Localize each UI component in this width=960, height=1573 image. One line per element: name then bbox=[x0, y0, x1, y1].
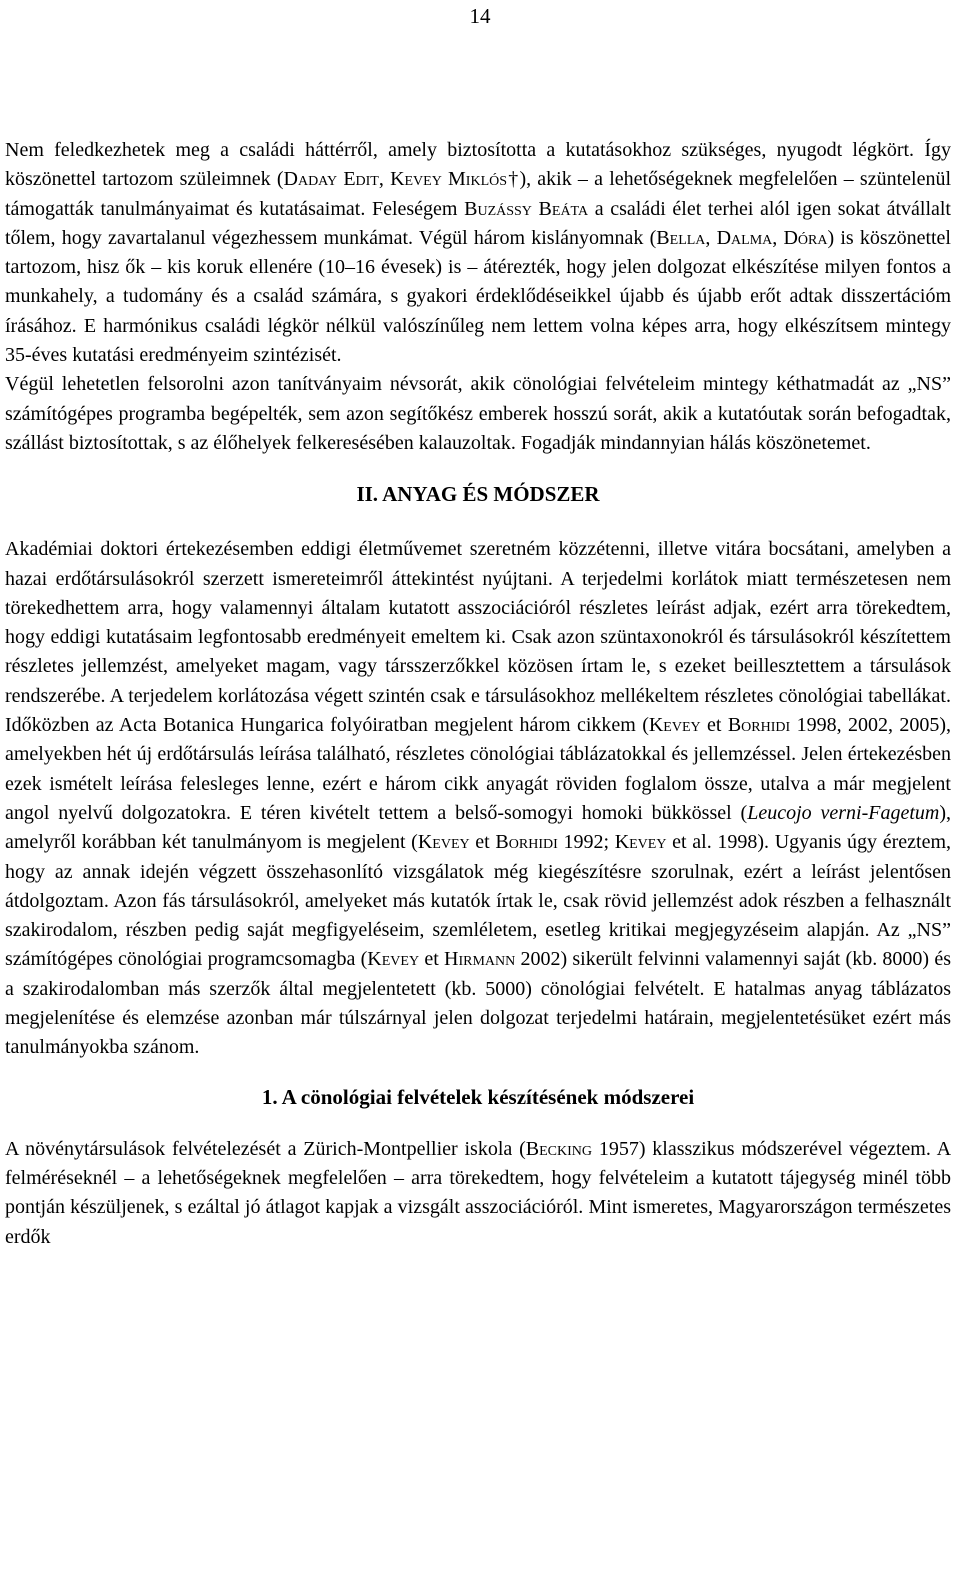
author-name: Kevey bbox=[614, 831, 667, 854]
text-run: A növénytársulások felvételezését a Zürich-Montpellier iskola ( bbox=[5, 1137, 526, 1160]
person-name: Dóra bbox=[783, 226, 828, 249]
subsection-heading-methods: 1. A cönológiai felvételek készítésének módszerei bbox=[261, 1084, 695, 1109]
text-run: 1957) klasszikus módszerével végeztem. A felméréseknél – a lehetőségeknek megfelelően – arra törekedtem, hogy felvételeim a kutatott tájegység minél több pontján készüljenek, s ezáltal jó átlagot kapjak a vizsgált asszociációról. Mint ismeretes, Magyarországon természetes erdők bbox=[5, 1137, 952, 1248]
author-name: Becking bbox=[525, 1137, 592, 1160]
text-run: Nem feledkezhetek meg a családi háttérről, amely biztosította a kutatásokhoz szükséges, nyugodt légkört. Így köszönettel tartozom szüleimnek ( bbox=[5, 139, 951, 191]
text-run: , bbox=[705, 226, 717, 249]
text-run: et bbox=[419, 948, 445, 971]
author-name: Hirmann bbox=[444, 948, 516, 971]
text-run: , bbox=[772, 226, 784, 249]
text-run: et al. 1998). Ugyanis úgy éreztem, hogy az annak idején végzett összehasonlító vizsgálatok még kiegészítésre szorulnak, ezért a leírást jelentősen átdolgoztam. Azon fás társulásokról, amelyeket más kutatók írtak le, csak rövid jellemzést adok részben a felhasznált szakirodalom, részben pedig saját megfigyeléseim, szemléletem, esetleg kritikai megjegyzéseim alapján. Az „NS” számítógépes cönológiai programcsomagba ( bbox=[5, 831, 952, 971]
person-name: Kevey Miklós bbox=[390, 168, 508, 191]
author-name: Kevey bbox=[648, 714, 701, 737]
text-run: 1998, 2002, 2005), amelyekben hét új erdőtársulás leírása található, részletes cönológiai táblázatokkal és jellemzéssel. Jelen értekezésben ezek ismételt leírása felesleges lenne, ezért e három cikk anyagát röviden foglalom össze, utalva a már megjelent angol nyelvű dolgozatokra. E téren kivételt tettem a belső-somogyi homoki bükkössel ( bbox=[5, 714, 951, 824]
text-run: †), akik – a lehetőségeknek megfelelően – szüntelenül támogatták tanulmányaimat és kutatásaimat. Feleségem bbox=[5, 168, 952, 220]
section-heading-materials-methods: II. ANYAG ÉS MÓDSZER bbox=[356, 482, 600, 507]
page-number: 14 bbox=[469, 4, 491, 28]
author-name: Kevey bbox=[367, 948, 420, 971]
text-run: et bbox=[469, 831, 496, 854]
text-run: 2002) sikerült felvinni valamennyi saját (kb. 8000) és a szakirodalomban más szerzők által megjelentetett (kb. 5000) cönológiai felvételt. E hatalmas anyag táblázatos megjelenítése és elemzése azonban már túlszárnyal jelen dolgozat terjedelmi határain, megjelentetésüket ezért más tanulmányokba szánom. bbox=[5, 948, 952, 1059]
page-content bbox=[5, 136, 951, 1252]
person-name: Daday Edit bbox=[283, 168, 379, 191]
text-run: et bbox=[700, 714, 728, 737]
person-name: Buzássy Beáta bbox=[464, 197, 589, 220]
text-run: a családi élet terhei alól igen sokat átvállalt tőlem, hogy zavartalanul végezhessem munkámat. Végül három kislányomnak ( bbox=[5, 197, 951, 249]
author-name: Kevey bbox=[417, 831, 470, 854]
text-run: ) is köszönettel tartozom, hisz ők – kis koruk ellenére (10–16 évesek) is – átérezték, hogy jelen dolgozat elkészítése milyen fontos a munkahely, a tudomány és a család számára, s gyakori érdeklődéseikkel újabb és újabb erőt adtak disszertációm írásához. E harmónikus családi légkör nélkül valószínűleg nem lettem volna képes arra, hogy elkészítsem mintegy 35-éves kutatási eredményeim szintézisét. bbox=[5, 226, 951, 367]
methods-paragraph bbox=[5, 1135, 951, 1252]
person-name: Bella bbox=[656, 226, 706, 249]
text-run: 1992; bbox=[557, 831, 615, 854]
acknowledgement-paragraph-students: Végül lehetetlen felsorolni azon tanítványaim névsorát, akik cönológiai felvételeim mintegy kéthatmadát az „NS” számítógépes programba begépelték, sem azon segítőkész emberek hosszú sorát, akik a kutatóutak során befogadtak, szállást biztosítottak, s az élőhelyek felkeresésében kalauzoltak. Fogadják mindannyian hálás köszönetemet. bbox=[5, 373, 951, 454]
text-run: ), amelyről korábban két tanulmányom is megjelent ( bbox=[5, 801, 952, 854]
text-run: , bbox=[378, 168, 391, 191]
taxon-name: Leucojo verni-Fagetum bbox=[747, 801, 940, 824]
author-name: Borhidi bbox=[727, 714, 791, 737]
person-name: Dalma bbox=[716, 226, 773, 249]
text-run: Akadémiai doktori értekezésemben eddigi életművemet szeretném közzétenni, illetve vitára bocsátani, amelyben a hazai erdőtársulásokról szerzett ismereteimről áttekintést nyújtani. A terjedelmi korlátok miatt természetesen nem törekedhettem arra, hogy valamennyi általam kutatott asszociációról részletes leírást adjak, ezért arra törekedtem, hogy eddigi kutatásaim legfontosabb eredményeit emeltem ki. Csak azon szüntaxonokról és társulásokról készítettem részletes jellemzést, amelyeket magam, vagy társszerzőkkel közösen írtam le, s ezeket beillesztettem a társulások rendszerébe. A terjedelem korlátozása végett szintén csak e társulásokhoz mellékeltem részletes cönológiai tabellákat. Időközben az Acta Botanica Hungarica folyóiratban megjelent három cikkem ( bbox=[5, 538, 951, 737]
methods-intro-paragraph bbox=[5, 535, 951, 1062]
author-name: Borhidi bbox=[495, 831, 558, 854]
acknowledgement-paragraph-family bbox=[5, 136, 951, 370]
